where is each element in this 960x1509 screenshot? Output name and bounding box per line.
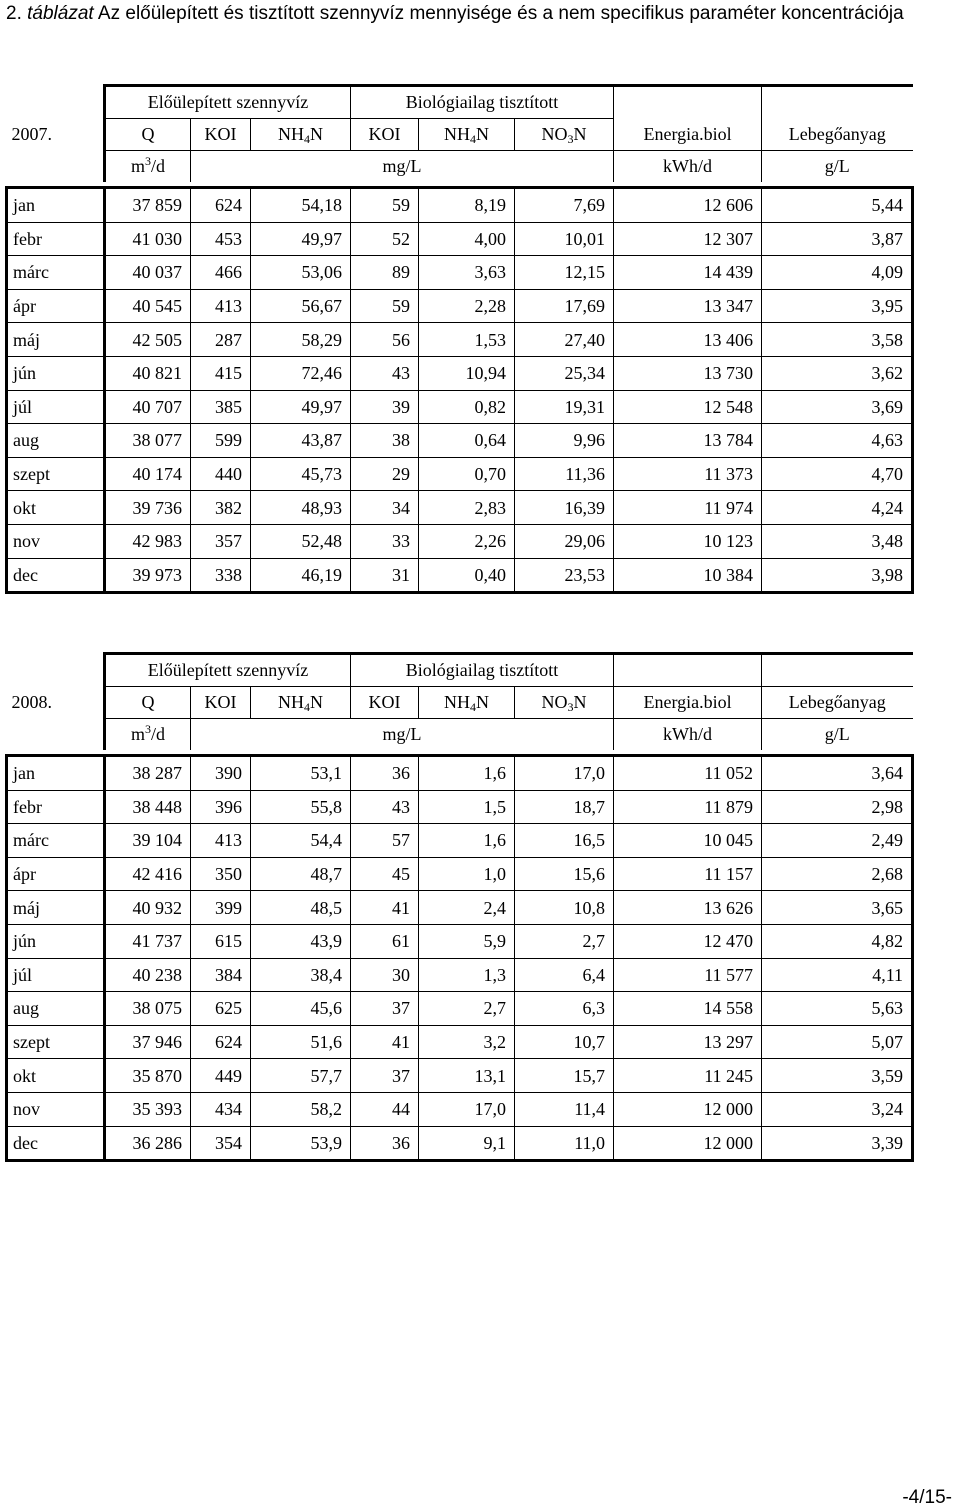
- cell-no3n-bio: 18,7: [515, 790, 614, 824]
- cell-month: márc: [7, 824, 105, 858]
- cell-koi-settled: 624: [191, 188, 251, 223]
- cell-nh4n-bio: 1,6: [419, 756, 515, 791]
- table-row: [7, 1025, 913, 1059]
- group-bio-header: Biológiailag tisztított: [351, 654, 614, 687]
- table-row: [7, 558, 913, 593]
- cell-suspended: 3,59: [762, 1059, 913, 1093]
- col-suspended: Lebegőanyag: [762, 687, 913, 719]
- cell-suspended: 3,58: [762, 323, 913, 357]
- cell-energy: 10 045: [614, 824, 762, 858]
- cell-suspended: 4,70: [762, 457, 913, 491]
- cell-month: aug: [7, 992, 105, 1026]
- unit-energy: kWh/d: [614, 719, 762, 751]
- cell-no3n-bio: 12,15: [515, 256, 614, 290]
- cell-q: 42 505: [105, 323, 191, 357]
- col-suspended: Lebegőanyag: [762, 119, 913, 151]
- cell-koi-bio: 43: [351, 790, 419, 824]
- cell-no3n-bio: 7,69: [515, 188, 614, 223]
- cell-month: máj: [7, 323, 105, 357]
- cell-q: 40 932: [105, 891, 191, 925]
- cell-nh4n-bio: 2,83: [419, 491, 515, 525]
- cell-q: 40 821: [105, 356, 191, 390]
- cell-suspended: 3,24: [762, 1092, 913, 1126]
- cell-koi-settled: 357: [191, 524, 251, 558]
- cell-suspended: 5,44: [762, 188, 913, 223]
- cell-q: 39 736: [105, 491, 191, 525]
- cell-nh4n-bio: 10,94: [419, 356, 515, 390]
- cell-koi-settled: 415: [191, 356, 251, 390]
- cell-nh4n-settled: 57,7: [251, 1059, 351, 1093]
- cell-energy: 14 439: [614, 256, 762, 290]
- cell-q: 40 174: [105, 457, 191, 491]
- cell-koi-settled: 453: [191, 222, 251, 256]
- cell-suspended: 4,63: [762, 424, 913, 458]
- cell-month: dec: [7, 558, 105, 593]
- cell-no3n-bio: 16,39: [515, 491, 614, 525]
- cell-koi-bio: 45: [351, 857, 419, 891]
- cell-suspended: 3,69: [762, 390, 913, 424]
- cell-koi-settled: 625: [191, 992, 251, 1026]
- cell-q: 38 077: [105, 424, 191, 458]
- cell-koi-settled: 382: [191, 491, 251, 525]
- cell-suspended: 3,98: [762, 558, 913, 593]
- cell-nh4n-settled: 53,06: [251, 256, 351, 290]
- caption-text: Az előülepített és tisztított szennyvíz mennyisége és a nem specifikus paraméter koncentrációja: [97, 3, 904, 24]
- cell-koi-bio: 43: [351, 356, 419, 390]
- table-row: [7, 857, 913, 891]
- cell-month: júl: [7, 390, 105, 424]
- cell-month: ápr: [7, 289, 105, 323]
- cell-no3n-bio: 11,0: [515, 1126, 614, 1161]
- cell-no3n-bio: 11,4: [515, 1092, 614, 1126]
- cell-suspended: 5,07: [762, 1025, 913, 1059]
- cell-nh4n-settled: 52,48: [251, 524, 351, 558]
- cell-energy: 11 052: [614, 756, 762, 791]
- table-row: [7, 924, 913, 958]
- cell-energy: 12 548: [614, 390, 762, 424]
- cell-nh4n-settled: 48,7: [251, 857, 351, 891]
- col-koi-settled: KOI: [191, 119, 251, 151]
- cell-q: 41 737: [105, 924, 191, 958]
- table-row: [7, 790, 913, 824]
- cell-nh4n-bio: 2,26: [419, 524, 515, 558]
- cell-no3n-bio: 6,4: [515, 958, 614, 992]
- cell-koi-settled: 399: [191, 891, 251, 925]
- cell-suspended: 4,82: [762, 924, 913, 958]
- cell-nh4n-bio: 1,5: [419, 790, 515, 824]
- cell-koi-bio: 59: [351, 289, 419, 323]
- col-q: Q: [105, 687, 191, 719]
- cell-q: 38 075: [105, 992, 191, 1026]
- cell-q: 42 983: [105, 524, 191, 558]
- table-row: [7, 356, 913, 390]
- cell-suspended: 3,62: [762, 356, 913, 390]
- cell-q: 39 104: [105, 824, 191, 858]
- cell-suspended: 3,64: [762, 756, 913, 791]
- cell-nh4n-bio: 17,0: [419, 1092, 515, 1126]
- cell-koi-bio: 37: [351, 1059, 419, 1093]
- cell-nh4n-settled: 55,8: [251, 790, 351, 824]
- cell-koi-bio: 31: [351, 558, 419, 593]
- cell-nh4n-settled: 53,1: [251, 756, 351, 791]
- cell-q: 38 448: [105, 790, 191, 824]
- unit-suspended: g/L: [762, 151, 913, 183]
- table-row: [7, 222, 913, 256]
- cell-q: 40 545: [105, 289, 191, 323]
- cell-suspended: 4,09: [762, 256, 913, 290]
- col-koi-bio: KOI: [351, 687, 419, 719]
- table-row: [7, 289, 913, 323]
- table-row: [7, 424, 913, 458]
- data-table-2007: [5, 84, 914, 594]
- table-row: [7, 457, 913, 491]
- col-nh4n-settled: $NH_4N$: [251, 119, 351, 151]
- cell-energy: 10 384: [614, 558, 762, 593]
- cell-koi-settled: 440: [191, 457, 251, 491]
- cell-energy: 13 730: [614, 356, 762, 390]
- cell-q: 42 416: [105, 857, 191, 891]
- cell-energy: 13 297: [614, 1025, 762, 1059]
- cell-energy: 12 000: [614, 1126, 762, 1161]
- cell-month: jan: [7, 756, 105, 791]
- table-body-2007: [7, 188, 913, 593]
- cell-suspended: 4,24: [762, 491, 913, 525]
- cell-nh4n-settled: 43,87: [251, 424, 351, 458]
- cell-energy: 11 157: [614, 857, 762, 891]
- cell-koi-settled: 354: [191, 1126, 251, 1161]
- cell-no3n-bio: 16,5: [515, 824, 614, 858]
- cell-koi-bio: 57: [351, 824, 419, 858]
- group-bio-header: Biológiailag tisztított: [351, 86, 614, 119]
- cell-suspended: 3,39: [762, 1126, 913, 1161]
- col-energy: Energia.biol: [614, 687, 762, 719]
- table-row: [7, 992, 913, 1026]
- cell-nh4n-settled: 56,67: [251, 289, 351, 323]
- cell-nh4n-bio: 5,9: [419, 924, 515, 958]
- cell-koi-settled: 466: [191, 256, 251, 290]
- cell-no3n-bio: 27,40: [515, 323, 614, 357]
- cell-koi-bio: 33: [351, 524, 419, 558]
- cell-suspended: 2,68: [762, 857, 913, 891]
- cell-energy: 12 307: [614, 222, 762, 256]
- cell-koi-bio: 37: [351, 992, 419, 1026]
- cell-nh4n-settled: 45,6: [251, 992, 351, 1026]
- table-row: [7, 256, 913, 290]
- cell-nh4n-bio: 3,63: [419, 256, 515, 290]
- cell-no3n-bio: 17,69: [515, 289, 614, 323]
- cell-month: nov: [7, 1092, 105, 1126]
- unit-conc: mg/L: [191, 151, 614, 183]
- cell-month: szept: [7, 1025, 105, 1059]
- cell-nh4n-settled: 53,9: [251, 1126, 351, 1161]
- cell-month: jún: [7, 356, 105, 390]
- cell-no3n-bio: 2,7: [515, 924, 614, 958]
- cell-energy: 14 558: [614, 992, 762, 1026]
- col-nh4n-bio: $NH_4N$: [419, 119, 515, 151]
- cell-koi-settled: 384: [191, 958, 251, 992]
- cell-nh4n-settled: 45,73: [251, 457, 351, 491]
- data-table-2008: [5, 652, 914, 1162]
- cell-month: ápr: [7, 857, 105, 891]
- table-row: [7, 1126, 913, 1161]
- cell-no3n-bio: 10,8: [515, 891, 614, 925]
- group-settled-header: Előülepített szennyvíz: [105, 86, 351, 119]
- cell-koi-bio: 52: [351, 222, 419, 256]
- cell-suspended: 4,11: [762, 958, 913, 992]
- cell-koi-bio: 29: [351, 457, 419, 491]
- table-body-2008: [7, 756, 913, 1161]
- cell-energy: 13 347: [614, 289, 762, 323]
- table-row: [7, 1059, 913, 1093]
- cell-koi-settled: 385: [191, 390, 251, 424]
- cell-no3n-bio: 11,36: [515, 457, 614, 491]
- cell-no3n-bio: 29,06: [515, 524, 614, 558]
- cell-nh4n-bio: 0,70: [419, 457, 515, 491]
- cell-suspended: 2,98: [762, 790, 913, 824]
- cell-energy: 13 626: [614, 891, 762, 925]
- cell-koi-bio: 36: [351, 756, 419, 791]
- cell-koi-bio: 61: [351, 924, 419, 958]
- cell-q: 35 870: [105, 1059, 191, 1093]
- col-nh4n-bio: $NH_4N$: [419, 687, 515, 719]
- cell-nh4n-bio: 8,19: [419, 188, 515, 223]
- col-energy: Energia.biol: [614, 119, 762, 151]
- cell-nh4n-settled: 58,29: [251, 323, 351, 357]
- cell-no3n-bio: 15,7: [515, 1059, 614, 1093]
- caption-label: táblázat: [27, 3, 94, 24]
- cell-month: máj: [7, 891, 105, 925]
- cell-koi-settled: 287: [191, 323, 251, 357]
- cell-koi-settled: 413: [191, 289, 251, 323]
- col-no3n-bio: $NO_3N$: [515, 119, 614, 151]
- cell-nh4n-bio: 4,00: [419, 222, 515, 256]
- cell-month: szept: [7, 457, 105, 491]
- cell-q: 36 286: [105, 1126, 191, 1161]
- cell-energy: 11 245: [614, 1059, 762, 1093]
- cell-koi-settled: 449: [191, 1059, 251, 1093]
- table-row: [7, 824, 913, 858]
- cell-nh4n-bio: 2,7: [419, 992, 515, 1026]
- cell-energy: 12 606: [614, 188, 762, 223]
- cell-energy: 10 123: [614, 524, 762, 558]
- cell-koi-settled: 615: [191, 924, 251, 958]
- cell-energy: 11 879: [614, 790, 762, 824]
- cell-koi-settled: 624: [191, 1025, 251, 1059]
- cell-koi-settled: 396: [191, 790, 251, 824]
- cell-nh4n-bio: 0,82: [419, 390, 515, 424]
- page-number: -4/15-: [902, 1487, 952, 1508]
- cell-month: dec: [7, 1126, 105, 1161]
- table-row: [7, 958, 913, 992]
- cell-koi-bio: 39: [351, 390, 419, 424]
- cell-q: 40 238: [105, 958, 191, 992]
- cell-nh4n-settled: 43,9: [251, 924, 351, 958]
- cell-nh4n-bio: 1,0: [419, 857, 515, 891]
- cell-nh4n-bio: 2,28: [419, 289, 515, 323]
- cell-no3n-bio: 23,53: [515, 558, 614, 593]
- cell-koi-settled: 434: [191, 1092, 251, 1126]
- cell-energy: 12 470: [614, 924, 762, 958]
- cell-koi-bio: 34: [351, 491, 419, 525]
- table-row: [7, 524, 913, 558]
- col-koi-bio: KOI: [351, 119, 419, 151]
- col-koi-settled: KOI: [191, 687, 251, 719]
- unit-q: $m^3/d$: [105, 151, 191, 183]
- cell-q: 37 946: [105, 1025, 191, 1059]
- cell-no3n-bio: 10,01: [515, 222, 614, 256]
- table-row: [7, 323, 913, 357]
- cell-nh4n-settled: 54,18: [251, 188, 351, 223]
- cell-suspended: 3,87: [762, 222, 913, 256]
- cell-koi-bio: 38: [351, 424, 419, 458]
- cell-suspended: 3,48: [762, 524, 913, 558]
- cell-suspended: 3,95: [762, 289, 913, 323]
- cell-nh4n-settled: 48,93: [251, 491, 351, 525]
- cell-koi-bio: 59: [351, 188, 419, 223]
- cell-suspended: 2,49: [762, 824, 913, 858]
- cell-q: 35 393: [105, 1092, 191, 1126]
- cell-nh4n-bio: 9,1: [419, 1126, 515, 1161]
- cell-month: febr: [7, 790, 105, 824]
- table-row: [7, 756, 913, 791]
- year-label: 2008.: [11, 692, 52, 713]
- cell-q: 39 973: [105, 558, 191, 593]
- cell-energy: 12 000: [614, 1092, 762, 1126]
- cell-nh4n-settled: 46,19: [251, 558, 351, 593]
- cell-energy: 11 974: [614, 491, 762, 525]
- table-row: [7, 1092, 913, 1126]
- cell-nh4n-settled: 51,6: [251, 1025, 351, 1059]
- cell-nh4n-bio: 1,6: [419, 824, 515, 858]
- cell-no3n-bio: 6,3: [515, 992, 614, 1026]
- cell-koi-bio: 41: [351, 891, 419, 925]
- cell-koi-settled: 390: [191, 756, 251, 791]
- cell-koi-bio: 41: [351, 1025, 419, 1059]
- cell-nh4n-bio: 2,4: [419, 891, 515, 925]
- cell-nh4n-bio: 1,3: [419, 958, 515, 992]
- cell-no3n-bio: 25,34: [515, 356, 614, 390]
- cell-month: nov: [7, 524, 105, 558]
- cell-koi-settled: 413: [191, 824, 251, 858]
- cell-q: 40 037: [105, 256, 191, 290]
- cell-energy: 13 406: [614, 323, 762, 357]
- cell-nh4n-settled: 72,46: [251, 356, 351, 390]
- cell-nh4n-settled: 58,2: [251, 1092, 351, 1126]
- cell-suspended: 5,63: [762, 992, 913, 1026]
- cell-koi-bio: 44: [351, 1092, 419, 1126]
- year-label: 2007.: [11, 124, 52, 145]
- cell-suspended: 3,65: [762, 891, 913, 925]
- group-settled-header: Előülepített szennyvíz: [105, 654, 351, 687]
- cell-month: okt: [7, 491, 105, 525]
- cell-month: aug: [7, 424, 105, 458]
- cell-q: 40 707: [105, 390, 191, 424]
- col-nh4n-settled: $NH_4N$: [251, 687, 351, 719]
- cell-nh4n-bio: 13,1: [419, 1059, 515, 1093]
- table-row: [7, 491, 913, 525]
- cell-energy: 11 577: [614, 958, 762, 992]
- col-q: Q: [105, 119, 191, 151]
- cell-month: jan: [7, 188, 105, 223]
- cell-q: 41 030: [105, 222, 191, 256]
- cell-nh4n-settled: 49,97: [251, 390, 351, 424]
- table-row: [7, 390, 913, 424]
- cell-month: márc: [7, 256, 105, 290]
- cell-no3n-bio: 9,96: [515, 424, 614, 458]
- cell-month: okt: [7, 1059, 105, 1093]
- table-row: [7, 891, 913, 925]
- cell-no3n-bio: 17,0: [515, 756, 614, 791]
- cell-koi-bio: 30: [351, 958, 419, 992]
- cell-nh4n-bio: 1,53: [419, 323, 515, 357]
- cell-koi-bio: 89: [351, 256, 419, 290]
- col-no3n-bio: $NO_3N$: [515, 687, 614, 719]
- cell-nh4n-settled: 49,97: [251, 222, 351, 256]
- unit-energy: kWh/d: [614, 151, 762, 183]
- cell-month: jún: [7, 924, 105, 958]
- cell-koi-bio: 36: [351, 1126, 419, 1161]
- caption-number: 2.: [6, 3, 22, 24]
- unit-conc: mg/L: [191, 719, 614, 751]
- cell-q: 38 287: [105, 756, 191, 791]
- cell-month: febr: [7, 222, 105, 256]
- cell-energy: 11 373: [614, 457, 762, 491]
- cell-no3n-bio: 19,31: [515, 390, 614, 424]
- table-caption: [6, 0, 954, 28]
- cell-koi-bio: 56: [351, 323, 419, 357]
- cell-nh4n-bio: 3,2: [419, 1025, 515, 1059]
- cell-q: 37 859: [105, 188, 191, 223]
- cell-nh4n-bio: 0,64: [419, 424, 515, 458]
- cell-nh4n-bio: 0,40: [419, 558, 515, 593]
- cell-koi-settled: 350: [191, 857, 251, 891]
- cell-koi-settled: 338: [191, 558, 251, 593]
- cell-nh4n-settled: 38,4: [251, 958, 351, 992]
- table-row: [7, 188, 913, 223]
- unit-suspended: g/L: [762, 719, 913, 751]
- cell-month: júl: [7, 958, 105, 992]
- cell-no3n-bio: 15,6: [515, 857, 614, 891]
- cell-koi-settled: 599: [191, 424, 251, 458]
- cell-nh4n-settled: 48,5: [251, 891, 351, 925]
- cell-no3n-bio: 10,7: [515, 1025, 614, 1059]
- cell-energy: 13 784: [614, 424, 762, 458]
- cell-nh4n-settled: 54,4: [251, 824, 351, 858]
- unit-q: $m^3/d$: [105, 719, 191, 751]
